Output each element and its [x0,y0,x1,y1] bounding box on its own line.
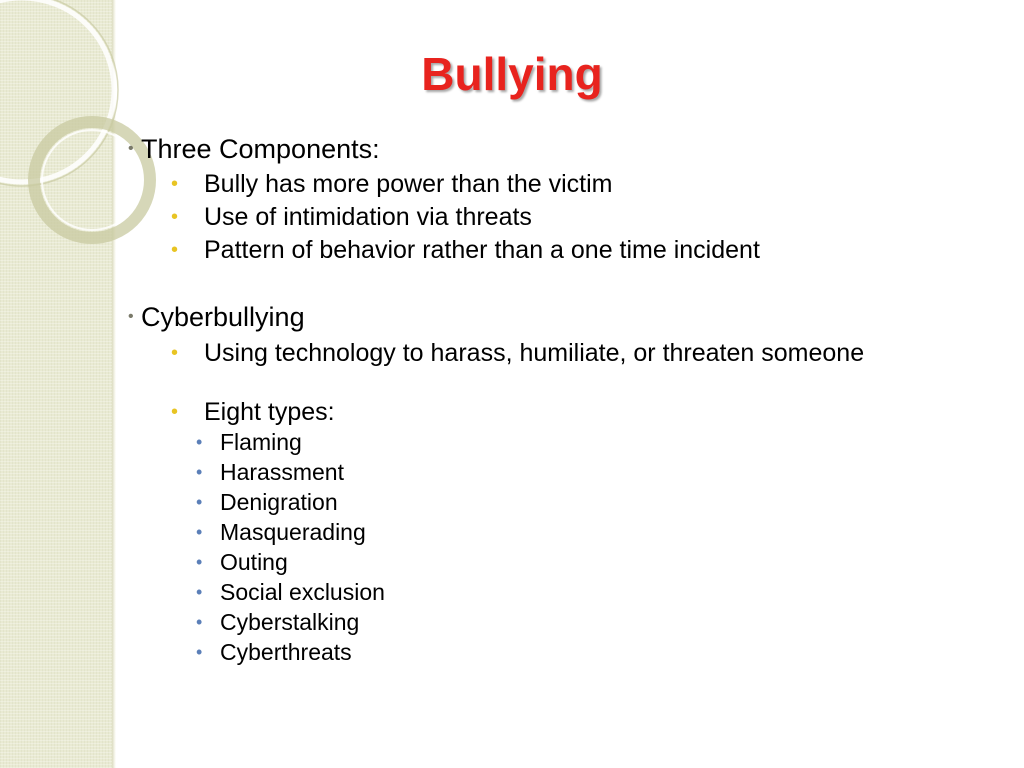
bullet-text: Outing [220,549,288,575]
bullet-text: Use of intimidation via threats [204,203,532,231]
bullet-icon: • [171,239,179,261]
slide-title-text: Bullying [421,48,603,100]
bullet-icon: • [196,492,203,512]
bullet-text: Eight types: [204,398,335,426]
bullet-text: Social exclusion [220,579,385,605]
bullet-icon: • [196,582,203,602]
bullet-text: Cyberstalking [220,609,360,635]
bullet-text: Masquerading [220,519,366,545]
bullet-text: Using technology to harass, humiliate, or threaten someone [204,339,865,367]
bullet-text: Three Components: [141,134,380,164]
bullet-icon: • [171,342,179,364]
bullet-icon: • [128,140,134,157]
bullet-text: Cyberbullying [141,302,305,332]
bullet-icon: • [196,552,203,572]
decorative-rings [0,0,160,260]
bullet-icon: • [171,206,179,228]
bullet-icon: • [196,522,203,542]
bullet-icon: • [196,462,203,482]
bullet-icon: • [196,642,203,662]
bullet-icon: • [196,432,203,452]
bullet-text: Flaming [220,429,302,455]
bullet-icon: • [128,308,134,325]
bullet-text: Denigration [220,489,338,515]
bullet-text: Harassment [220,459,344,485]
bullet-icon: • [171,173,179,195]
bullet-icon: • [171,401,179,423]
slide-title [0,44,1024,104]
bullet-text: Bully has more power than the victim [204,170,613,198]
bullet-icon: • [196,612,203,632]
bullet-text: Pattern of behavior rather than a one time incident [204,236,760,264]
bullet-text: Cyberthreats [220,639,352,665]
